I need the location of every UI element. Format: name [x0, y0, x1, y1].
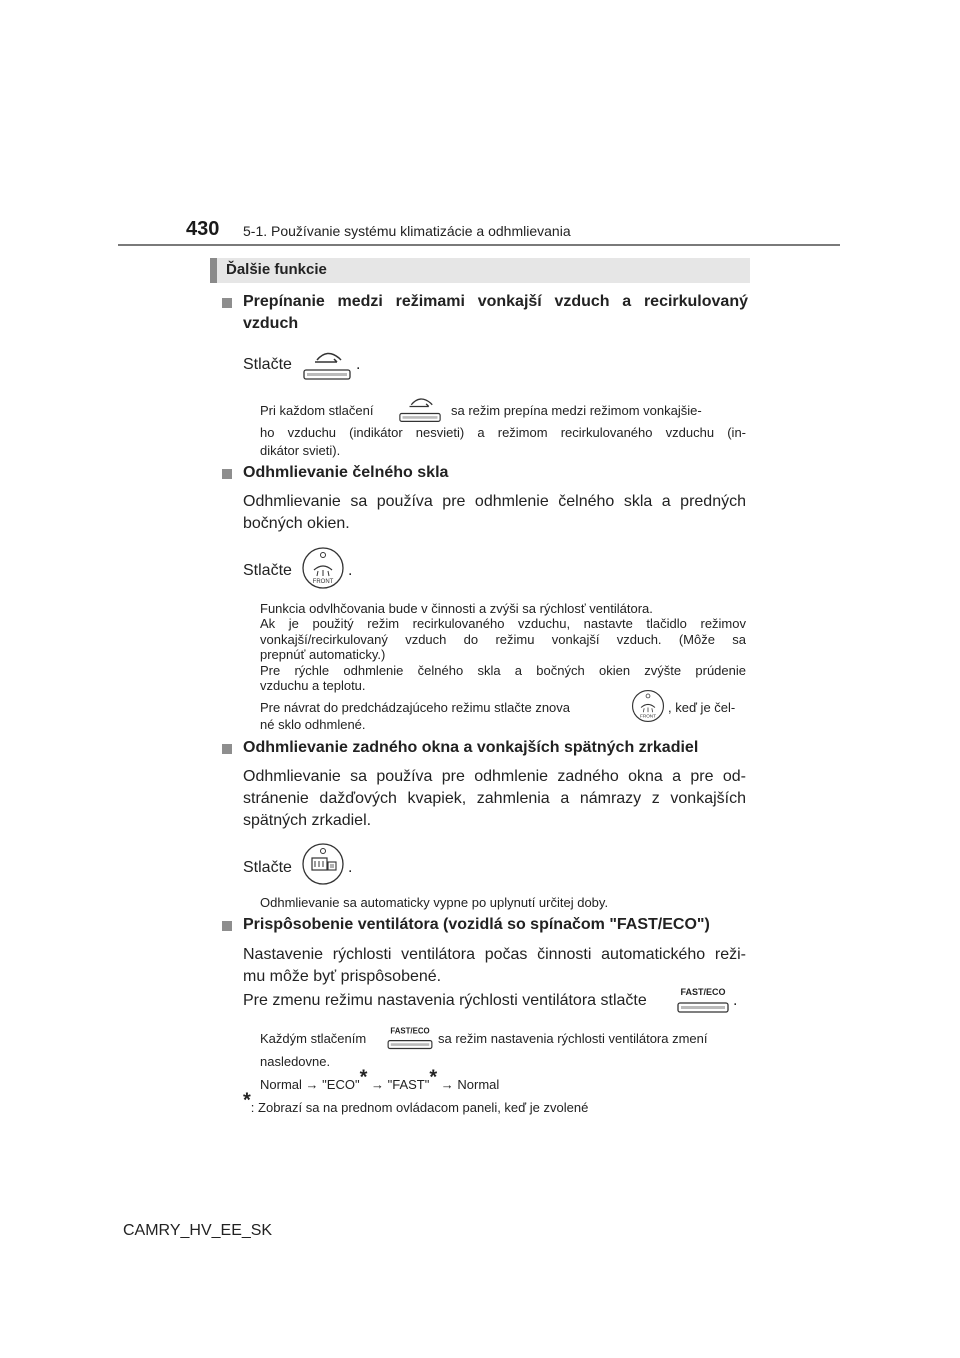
fast-eco-button-inline [385, 1024, 435, 1057]
s1-heading-line2: vzduch [243, 315, 299, 332]
s3-body-line1: Odhmlievanie sa používa pre odhmlenie zadného okna a pre od- [243, 768, 746, 785]
s2-press-end: . [348, 562, 353, 579]
seq-arrow: → [305, 1077, 319, 1092]
header-rule [118, 244, 840, 246]
s3-press-end: . [348, 859, 353, 876]
page-number: 430 [186, 218, 220, 240]
recirculation-button[interactable] [301, 350, 353, 387]
bullet-square [222, 744, 232, 754]
fast-eco-icon [385, 1024, 435, 1052]
section-marker [210, 258, 217, 283]
front-defroster-icon [301, 546, 345, 590]
rear-defroster-button[interactable] [301, 842, 345, 891]
bullet-square [222, 298, 232, 308]
seq-end: Normal [457, 1077, 500, 1092]
s1-note-a: Pri každom stlačení [260, 403, 374, 418]
s2-note-line: prepnúť automaticky.) [260, 647, 386, 663]
s2-note-last-a: Pre návrat do predchádzajúceho režimu stlačte znova [260, 700, 571, 715]
fast-eco-label: FAST/ECO [390, 1026, 430, 1036]
section-bar [210, 258, 750, 283]
s2-note-line: Pre rýchle odhmlenie čelného skla a bočných okien zvýšte prúdenie [260, 662, 746, 678]
chapter-title: 5-1. Používanie systému klimatizácie a odhmlievania [243, 223, 571, 239]
recirculation-icon [396, 396, 444, 424]
s1-heading-line1: Prepínanie medzi režimami vonkajší vzduch a recirkulovaný [243, 293, 748, 310]
fast-eco-button[interactable] [675, 984, 731, 1021]
s3-heading: Odhmlievanie zadného okna a vonkajších spätných zrkadiel [243, 739, 699, 756]
s3-body-line3: spätných zrkadiel. [243, 812, 372, 829]
asterisk: * [429, 1066, 438, 1089]
s2-press-text: Stlačte [243, 562, 292, 579]
bullet-square [222, 469, 232, 479]
s4-body-line1: Nastavenie rýchlosti ventilátora počas činnosti automatického reži- [243, 946, 746, 963]
front-defroster-button[interactable] [301, 546, 345, 595]
s2-note-line: Funkcia odvlhčovania bude v činnosti a zvýši sa rýchlosť ventilátora. [260, 601, 653, 616]
footnote-asterisk: * [243, 1089, 251, 1112]
s4-note-line2: nasledovne. [260, 1054, 331, 1069]
s1-press-end: . [356, 356, 361, 373]
s1-press-text: Stlačte [243, 356, 292, 373]
s4-note-a: Každým stlačením [260, 1031, 367, 1046]
footnote [243, 1089, 589, 1116]
seq-eco: "ECO" [322, 1077, 360, 1092]
footnote-text: : Zobrazí sa na prednom ovládacom paneli, keď je zvolené [250, 1100, 589, 1115]
s2-note-block [260, 601, 746, 693]
fast-eco-label: FAST/ECO [680, 987, 726, 997]
s4-sequence [260, 1066, 500, 1093]
document-code: CAMRY_HV_EE_SK [123, 1222, 273, 1239]
seq-normal: Normal [260, 1077, 302, 1092]
s2-note-last-line2: né sklo odhmlené. [260, 717, 366, 732]
front-defroster-button-inline [631, 689, 665, 728]
s4-body-line3-end: . [733, 992, 738, 1009]
s3-body-line2: stránenie dažďových kvapiek, zahmlenia a námrazy z vonkajších [243, 790, 746, 807]
seq-arrow: → [440, 1077, 454, 1092]
s1-note-b: sa režim prepína medzi režimom vonkajšie- [451, 403, 702, 418]
seq-arrow: → [370, 1077, 384, 1092]
s2-note-last-b: , keď je čel- [668, 700, 736, 715]
fast-eco-icon [675, 984, 731, 1016]
front-label: FRONT [312, 579, 334, 585]
asterisk: * [359, 1066, 368, 1089]
front-label: FRONT [640, 713, 656, 719]
bullet-square [222, 921, 232, 931]
s2-note-line: Ak je použitý režim recirkulovaného vzduchu, nastavte tlačidlo režimov [260, 616, 746, 632]
s4-body-line2: mu môže byť prispôsobené. [243, 968, 442, 985]
section-title: Ďalšie funkcie [226, 261, 327, 278]
s1-note-line3: dikátor svieti). [260, 443, 341, 458]
s4-body-line3: Pre zmenu režimu nastavenia rýchlosti ventilátora stlačte [243, 992, 647, 1009]
s2-note-line: vonkajší/recirkulovaný vzduch do režimu vonkajší vzduch. (Môže sa [260, 631, 746, 647]
rear-defroster-icon [301, 842, 345, 886]
s2-body-line2: bočných okien. [243, 515, 350, 532]
seq-fast: "FAST" [387, 1077, 430, 1092]
s2-note-line: vzduchu a teplotu. [260, 678, 366, 694]
s2-body-line1: Odhmlievanie sa používa pre odhmlenie čelného skla a predných [243, 493, 746, 510]
s3-note: Odhmlievanie sa automaticky vypne po uplynutí určitej doby. [260, 895, 609, 910]
s2-heading: Odhmlievanie čelného skla [243, 464, 449, 481]
s4-note-b: sa režim nastavenia rýchlosti ventilátora zmení [438, 1031, 708, 1046]
s3-press-text: Stlačte [243, 859, 292, 876]
recirculation-icon [301, 350, 353, 382]
s1-note-line2: ho vzduchu (indikátor nesvieti) a režimom recirkulovaného vzduchu (in- [260, 425, 746, 440]
s4-heading: Prispôsobenie ventilátora (vozidlá so spínačom "FAST/ECO") [243, 916, 710, 933]
front-defroster-icon [631, 689, 665, 723]
